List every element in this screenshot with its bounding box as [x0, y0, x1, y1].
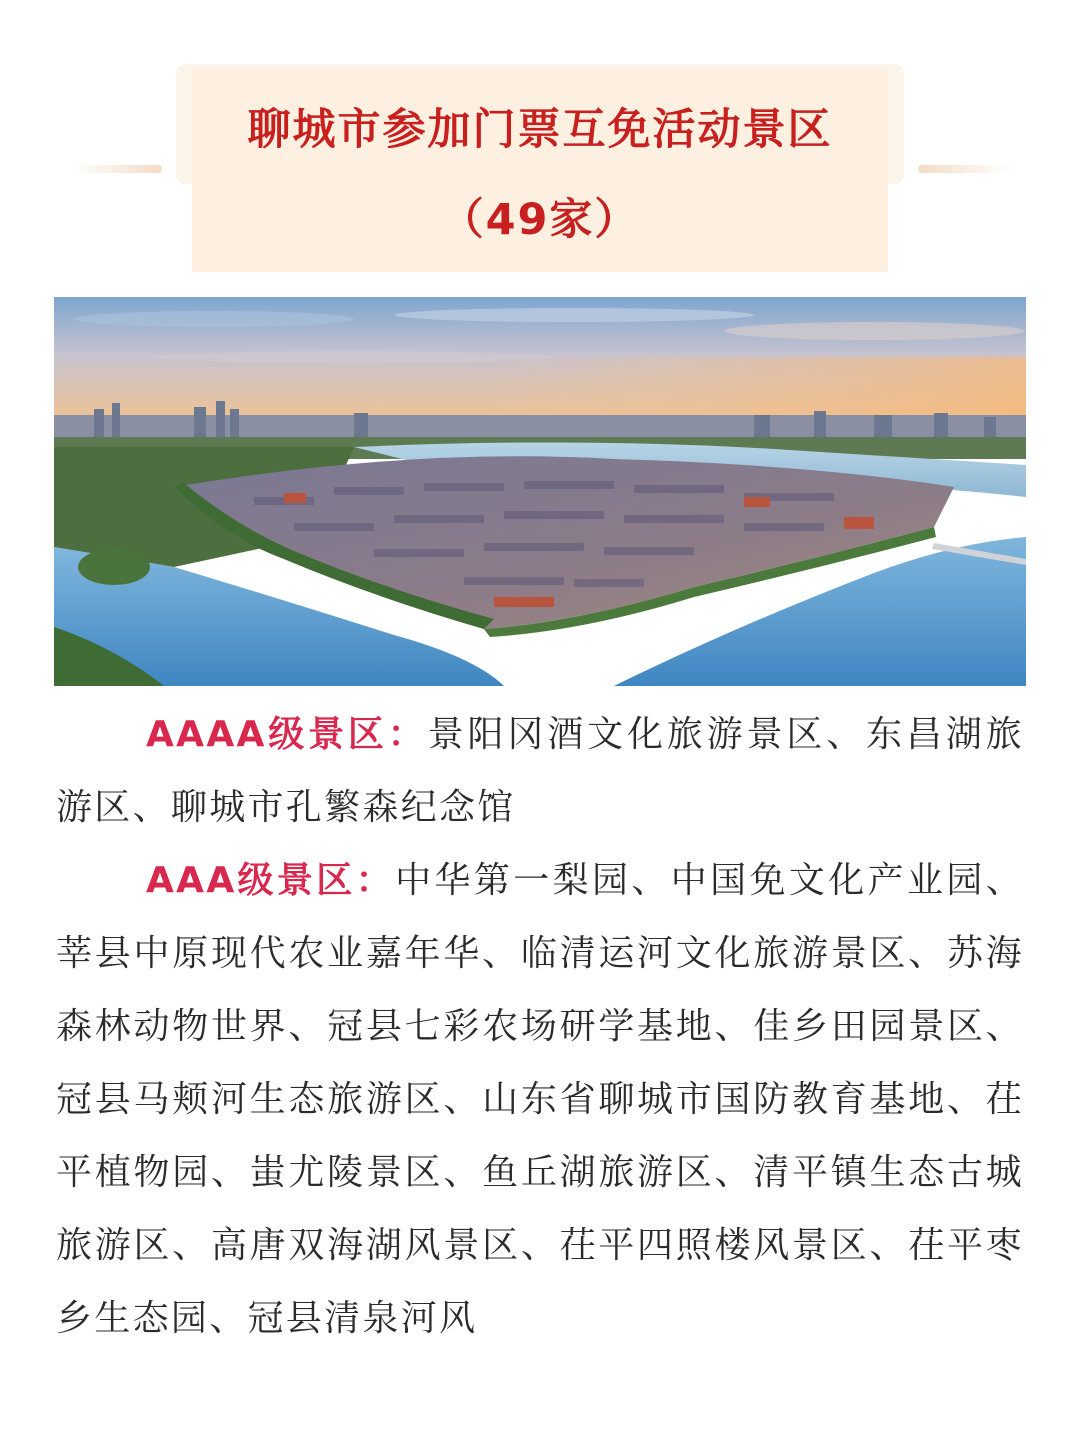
- grade-label-aaa: AAA级景区：: [146, 860, 396, 901]
- header-decoration-right: [918, 165, 1010, 173]
- section-content-aaa: 中华第一梨园、中国免文化产业园、莘县中原现代农业嘉年华、临清运河文化旅游景区、苏海森林动物世界、冠县七彩农场研学基地、佳乡田园景区、冠县马颊河生态旅游区、山东省聊城市国防教育基地、茌平植物园、蚩尤陵景区、鱼丘湖旅游区、清平镇生态古城旅游区、高唐双海湖风景区、茌平四照楼风景区、茌平枣乡生态园、冠县清泉河风: [56, 860, 1024, 1339]
- grade-label-aaaa: AAAA级景区：: [146, 714, 428, 755]
- section-aaa: [56, 844, 1024, 1355]
- page-title: 聊城市参加门票互免活动景区: [247, 105, 833, 155]
- section-content-aaaa: 景阳冈酒文化旅游景区、东昌湖旅游区、聊城市孔繁森纪念馆: [56, 714, 1024, 828]
- header-decoration-left: [70, 165, 162, 173]
- scenic-list: [56, 698, 1024, 1355]
- section-aaaa: [56, 698, 1024, 844]
- scenic-count: （49家）: [440, 195, 640, 245]
- city-aerial-photo: [54, 297, 1026, 686]
